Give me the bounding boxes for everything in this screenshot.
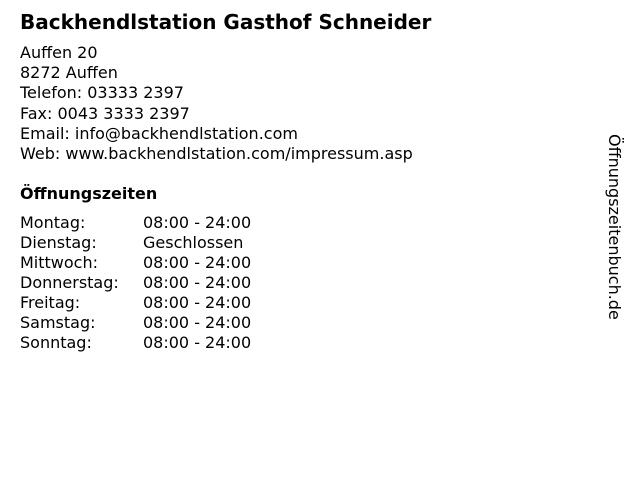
day-label: Dienstag:: [20, 233, 97, 252]
hours-row-wednesday: [20, 253, 251, 273]
day-hours: 08:00 - 24:00: [143, 253, 252, 272]
day-hours: 08:00 - 24:00: [143, 273, 252, 292]
phone-number: Telefon: 03333 2397: [20, 83, 184, 103]
opening-hours-table: [20, 213, 251, 353]
day-hours: 08:00 - 24:00: [143, 333, 252, 352]
day-label: Mittwoch:: [20, 253, 98, 272]
day-label: Freitag:: [20, 293, 81, 312]
hours-row-saturday: [20, 313, 251, 333]
hours-row-tuesday: [20, 233, 251, 253]
opening-hours-heading: Öffnungszeiten: [20, 184, 158, 203]
site-brand-label: Öffnungszeitenbuch.de: [605, 134, 624, 320]
email-address: Email: info@backhendlstation.com: [20, 123, 298, 143]
day-label: Sonntag:: [20, 333, 92, 352]
day-hours: Geschlossen: [143, 233, 244, 252]
business-name: Backhendlstation Gasthof Schneider: [20, 10, 432, 34]
web-address: Web: www.backhendlstation.com/impressum.asp: [20, 144, 413, 164]
hours-row-sunday: [20, 333, 251, 353]
hours-row-friday: [20, 293, 251, 313]
city-address: 8272 Auffen: [20, 63, 118, 83]
hours-row-thursday: [20, 273, 251, 293]
street-address: Auffen 20: [20, 43, 98, 62]
contact-block: [20, 43, 413, 164]
hours-row-monday: [20, 213, 251, 233]
day-hours: 08:00 - 24:00: [143, 293, 252, 312]
day-hours: 08:00 - 24:00: [143, 213, 252, 232]
day-label: Montag:: [20, 213, 86, 232]
day-label: Donnerstag:: [20, 273, 119, 292]
day-hours: 08:00 - 24:00: [143, 313, 252, 332]
day-label: Samstag:: [20, 313, 96, 332]
fax-number: Fax: 0043 3333 2397: [20, 103, 190, 123]
